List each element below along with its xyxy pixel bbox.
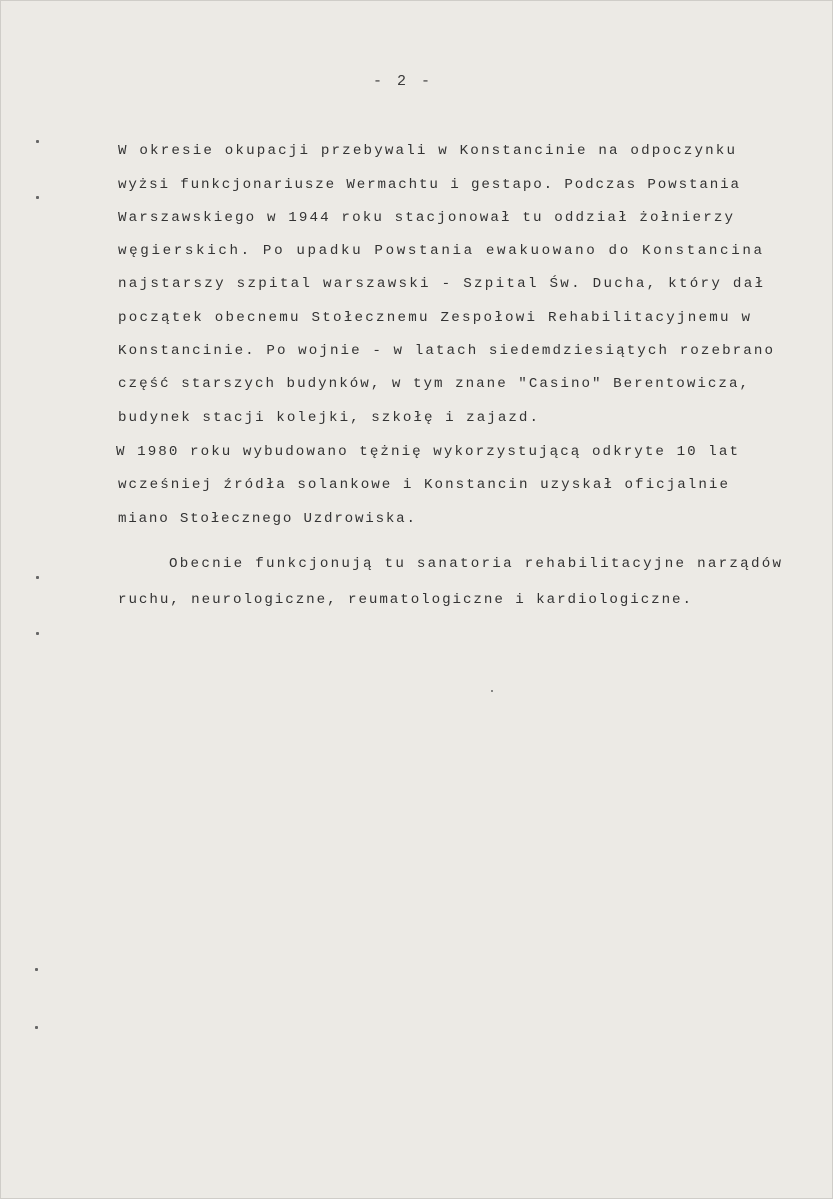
text-line: W 1980 roku wybudowano tężnię wykorzystującą odkryte 10 lat [116,444,741,460]
text-line: Obecnie funkcjonują tu sanatoria rehabilitacyjne narządów [169,556,784,572]
text-line: budynek stacji kolejki, szkołę i zajazd. [118,410,541,426]
text-line: wcześniej źródła solankowe i Konstancin uzyskał oficjalnie [118,477,731,493]
text-line: miano Stołecznego Uzdrowiska. [118,511,417,527]
scan-speck [36,140,39,143]
text-line: najstarszy szpital warszawski - Szpital Św. Ducha, który dał [118,276,766,292]
text-line: Konstancinie. Po wojnie - w latach siedemdziesiątych rozebrano [118,343,776,359]
text-line: część starszych budynków, w tym znane "Casino" Berentowicza, [118,376,751,392]
scan-speck [36,196,39,199]
text-line: wyżsi funkcjonariusze Wermachtu i gestapo. Podczas Powstania [118,177,741,193]
page-number: - 2 - [372,73,433,90]
text-line: ruchu, neurologiczne, reumatologiczne i kardiologiczne. [118,592,693,608]
text-line: W okresie okupacji przebywali w Konstancinie na odpoczynku [118,143,738,159]
scan-speck [35,1026,38,1029]
scan-speck [36,576,39,579]
scan-speck [35,968,38,971]
scan-speck [491,690,493,692]
text-line: Warszawskiego w 1944 roku stacjonował tu oddział żołnierzy [118,210,736,226]
scan-speck [36,632,39,635]
text-line: początek obecnemu Stołecznemu Zespołowi Rehabilitacyjnemu w [118,310,753,326]
text-line: węgierskich. Po upadku Powstania ewakuowano do Konstancina [118,243,765,259]
